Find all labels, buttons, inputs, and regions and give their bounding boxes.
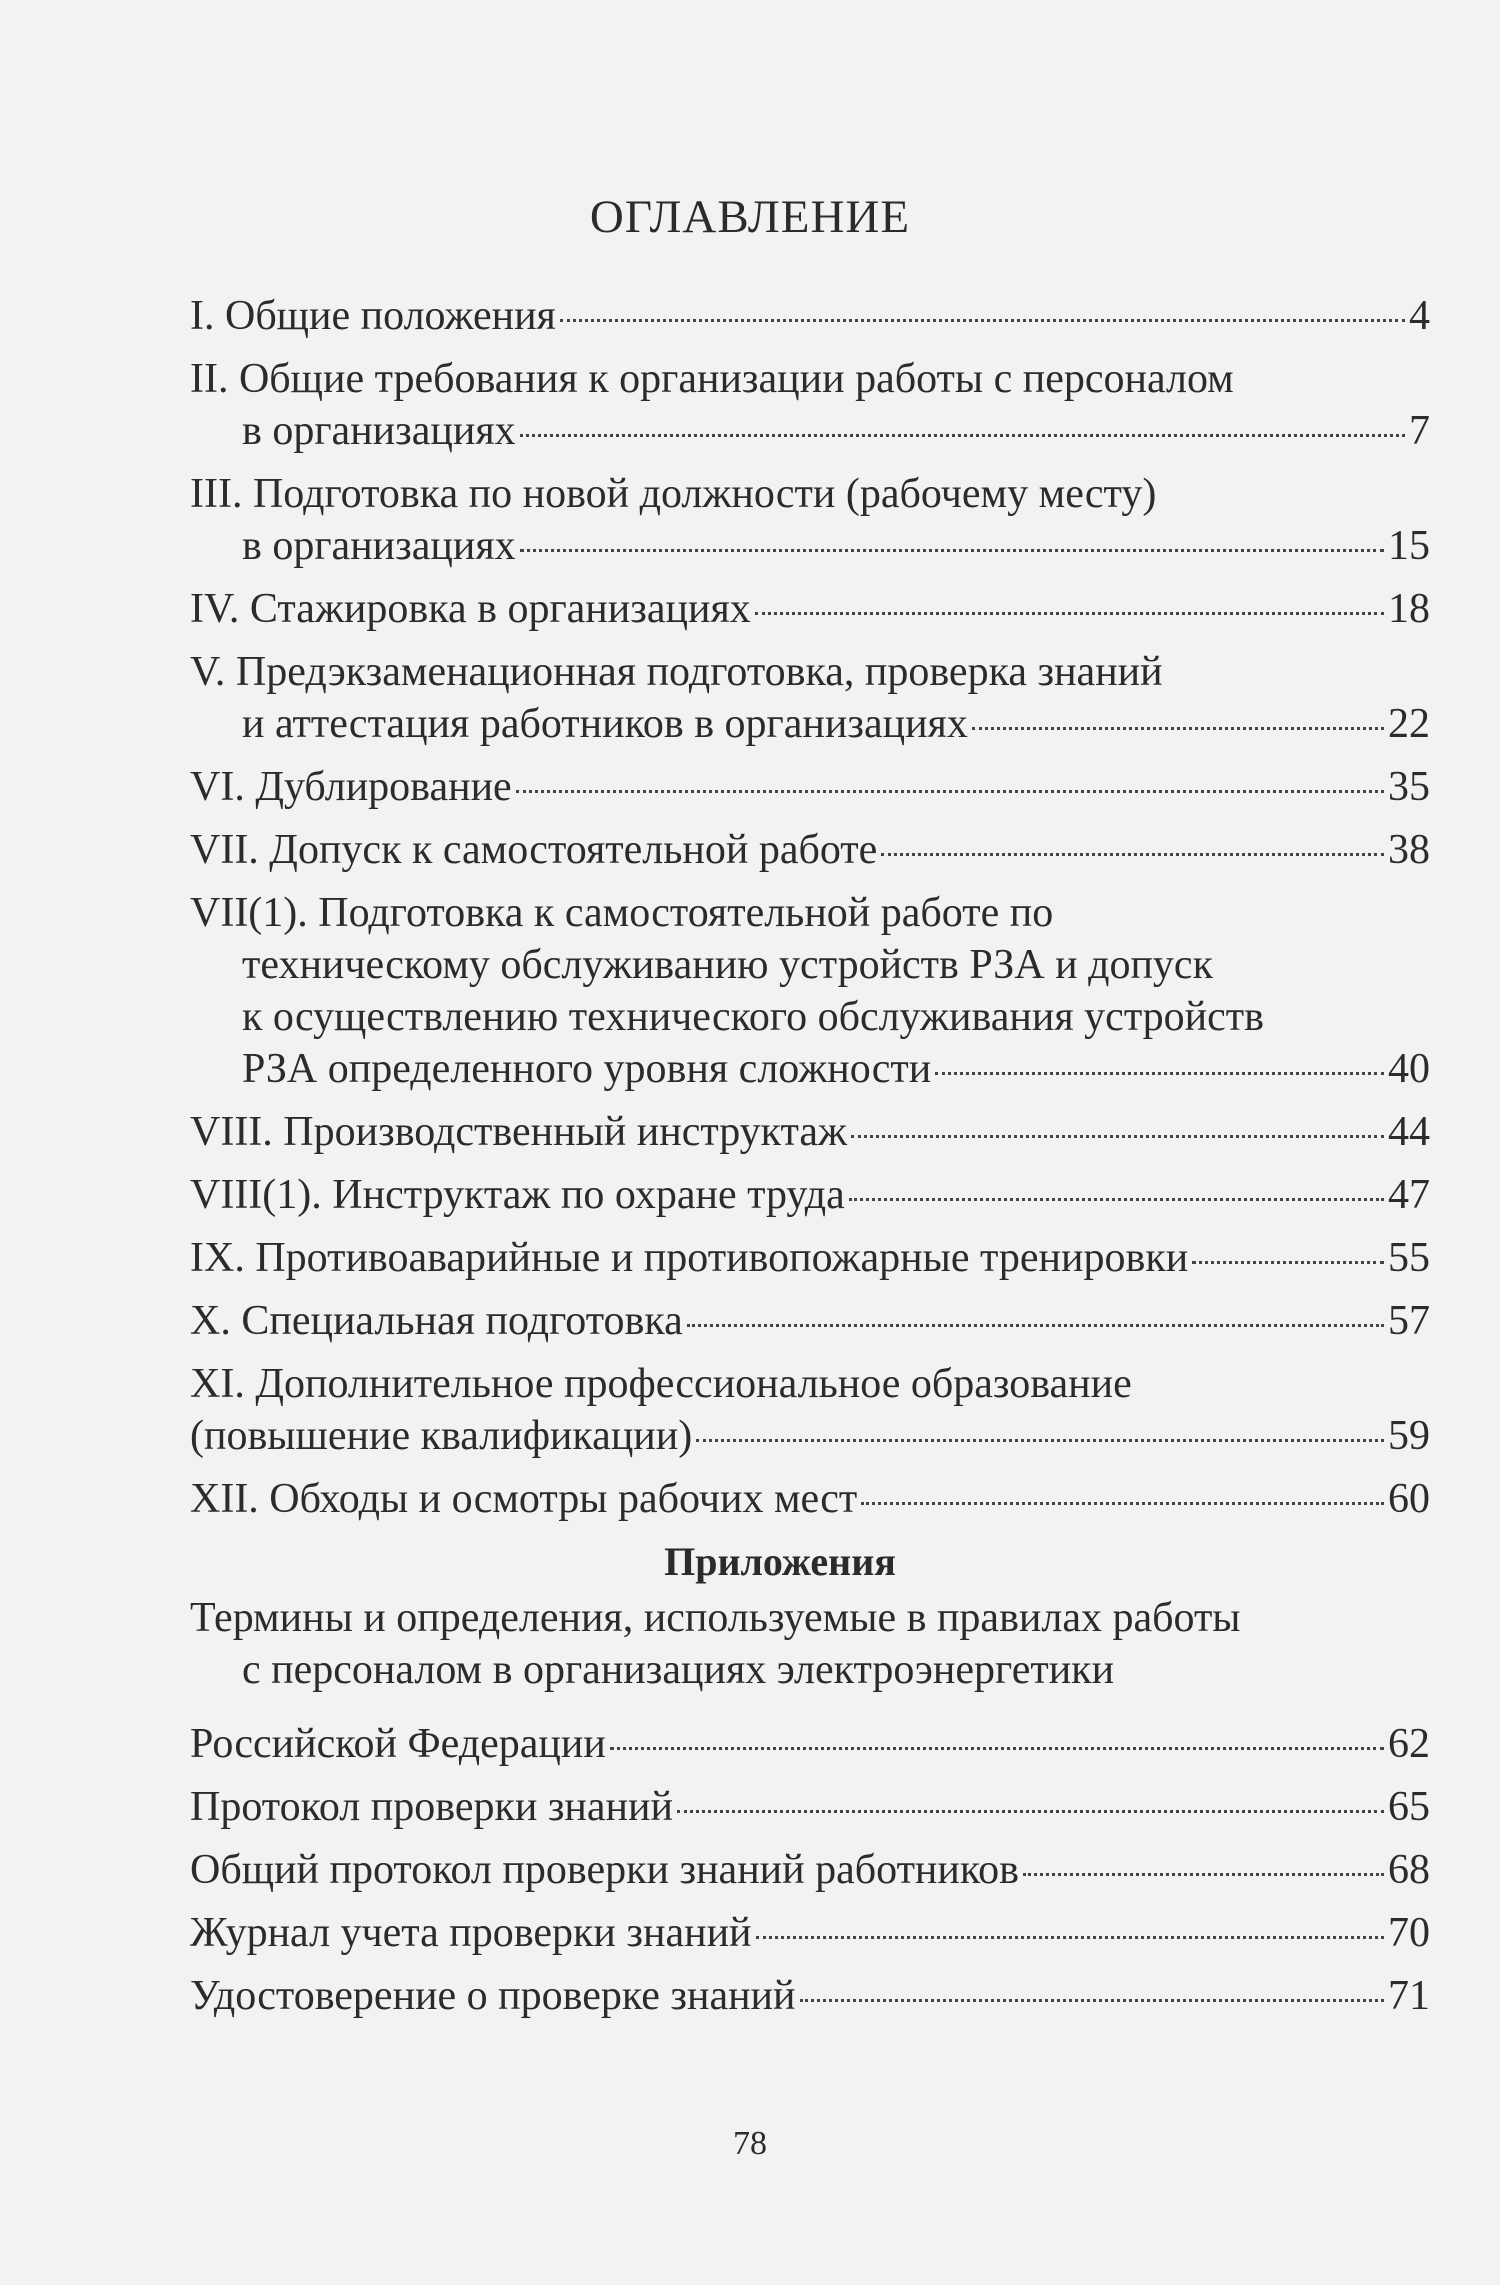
toc-entry-text: V. Предэкзаменационная подготовка, проверка знаний bbox=[190, 649, 1163, 695]
dot-leader bbox=[560, 319, 1405, 322]
toc-entry bbox=[190, 1970, 1430, 2022]
toc-entry bbox=[190, 1358, 1430, 1462]
toc-entry-page: 60 bbox=[1388, 1476, 1430, 1522]
toc-entry-text: в организациях bbox=[242, 523, 516, 569]
toc-entry-page: 38 bbox=[1388, 827, 1430, 873]
toc-entry-text: и аттестация работников в организациях bbox=[242, 701, 968, 747]
toc-entry-text: III. Подготовка по новой должности (рабочему месту) bbox=[190, 471, 1157, 517]
toc-entry-page: 70 bbox=[1388, 1910, 1430, 1956]
toc-entry-row bbox=[190, 583, 1430, 635]
toc-appendix-entries bbox=[190, 1592, 1430, 2022]
table-of-contents bbox=[190, 290, 1430, 2033]
toc-main-entries bbox=[190, 290, 1430, 1525]
toc-entry-text: с персоналом в организациях электроэнергетики bbox=[242, 1647, 1115, 1693]
toc-entry-row bbox=[190, 1410, 1430, 1462]
toc-entry bbox=[190, 646, 1430, 750]
toc-entry bbox=[190, 583, 1430, 635]
toc-entry-row bbox=[190, 1844, 1430, 1896]
toc-entry bbox=[190, 468, 1430, 572]
dot-leader bbox=[1192, 1261, 1384, 1264]
toc-entry bbox=[190, 761, 1430, 813]
toc-entry bbox=[190, 1781, 1430, 1833]
toc-entry-row bbox=[190, 1106, 1430, 1158]
toc-entry bbox=[190, 1473, 1430, 1525]
toc-entry-page: 40 bbox=[1388, 1046, 1430, 1092]
toc-entry-row bbox=[190, 761, 1430, 813]
toc-entry bbox=[190, 824, 1430, 876]
toc-entry-text: XI. Дополнительное профессиональное образование bbox=[190, 1361, 1132, 1407]
toc-entry-page: 65 bbox=[1388, 1784, 1430, 1830]
toc-entry-row bbox=[190, 405, 1430, 457]
toc-entry-page: 15 bbox=[1388, 523, 1430, 569]
toc-entry-text: Термины и определения, используемые в правилах работы bbox=[190, 1595, 1241, 1641]
toc-entry-text: Протокол проверки знаний bbox=[190, 1784, 673, 1830]
toc-entry-text: техническому обслуживанию устройств РЗА и допуск bbox=[242, 942, 1213, 988]
toc-title: ОГЛАВЛЕНИЕ bbox=[589, 191, 911, 243]
toc-entry bbox=[190, 353, 1430, 457]
toc-entry-page: 44 bbox=[1388, 1109, 1430, 1155]
toc-entry-text: Общий протокол проверки знаний работников bbox=[190, 1847, 1019, 1893]
toc-entry-text: XII. Обходы и осмотры рабочих мест bbox=[190, 1476, 858, 1522]
toc-entry-text: VIII. Производственный инструктаж bbox=[190, 1109, 848, 1155]
toc-entry-page: 55 bbox=[1388, 1235, 1430, 1281]
toc-entry-page: 71 bbox=[1388, 1973, 1430, 2019]
dot-leader bbox=[1023, 1873, 1384, 1876]
toc-entry-text: Журнал учета проверки знаний bbox=[190, 1910, 752, 1956]
toc-entry-text: II. Общие требования к организации работы с персоналом bbox=[190, 356, 1234, 402]
toc-entry-page: 35 bbox=[1388, 764, 1430, 810]
toc-entry-text: VI. Дублирование bbox=[190, 764, 512, 810]
toc-entry-row bbox=[190, 1043, 1430, 1095]
dot-leader bbox=[677, 1810, 1384, 1813]
dot-leader bbox=[861, 1502, 1384, 1505]
toc-entry-text: X. Специальная подготовка bbox=[190, 1298, 683, 1344]
dot-leader bbox=[851, 1135, 1384, 1138]
toc-entry-text: (повышение квалификации) bbox=[190, 1413, 693, 1459]
toc-entry-text: Удостоверение о проверке знаний bbox=[190, 1973, 796, 2019]
toc-entry-page: 59 bbox=[1388, 1413, 1430, 1459]
toc-entry-row bbox=[190, 1473, 1430, 1525]
toc-entry bbox=[190, 1232, 1430, 1284]
toc-entry-text: IX. Противоаварийные и противопожарные тренировки bbox=[190, 1235, 1189, 1281]
toc-entry-text: РЗА определенного уровня сложности bbox=[242, 1046, 932, 1092]
toc-entry-row bbox=[190, 698, 1430, 750]
toc-entry-text: I. Общие положения bbox=[190, 293, 556, 339]
toc-entry-page: 18 bbox=[1388, 586, 1430, 632]
toc-entry bbox=[190, 1592, 1430, 1770]
toc-entry-page: 7 bbox=[1409, 408, 1430, 454]
toc-entry-row bbox=[190, 1781, 1430, 1833]
toc-entry bbox=[190, 290, 1430, 342]
toc-entry bbox=[190, 1844, 1430, 1896]
toc-entry-row bbox=[190, 1970, 1430, 2022]
toc-entry-row bbox=[190, 1169, 1430, 1221]
toc-entry bbox=[190, 1295, 1430, 1347]
toc-entry-text: VII(1). Подготовка к самостоятельной работе по bbox=[190, 890, 1054, 936]
toc-entry-page: 68 bbox=[1388, 1847, 1430, 1893]
dot-leader bbox=[935, 1072, 1384, 1075]
toc-entry-page: 22 bbox=[1388, 701, 1430, 747]
dot-leader bbox=[800, 1999, 1384, 2002]
toc-entry bbox=[190, 887, 1430, 1095]
toc-entry-text: Российской Федерации bbox=[190, 1721, 606, 1767]
dot-leader bbox=[756, 1936, 1384, 1939]
toc-entry-page: 4 bbox=[1409, 293, 1430, 339]
toc-entry bbox=[190, 1169, 1430, 1221]
dot-leader bbox=[516, 790, 1384, 793]
toc-entry-row bbox=[190, 824, 1430, 876]
dot-leader bbox=[520, 549, 1384, 552]
toc-entry-row bbox=[190, 290, 1430, 342]
toc-entry-row bbox=[190, 520, 1430, 572]
dot-leader bbox=[520, 434, 1405, 437]
toc-entry-text: к осуществлению технического обслуживания устройств bbox=[242, 994, 1264, 1040]
toc-entry-row bbox=[190, 1295, 1430, 1347]
toc-entry bbox=[190, 1106, 1430, 1158]
toc-entry-row bbox=[190, 1718, 1430, 1770]
toc-entry-text: в организациях bbox=[242, 408, 516, 454]
dot-leader bbox=[755, 612, 1384, 615]
dot-leader bbox=[972, 727, 1384, 730]
toc-entry-text: VIII(1). Инструктаж по охране труда bbox=[190, 1172, 845, 1218]
dot-leader bbox=[610, 1747, 1384, 1750]
toc-entry-text: VII. Допуск к самостоятельной работе bbox=[190, 827, 878, 873]
toc-entry-page: 47 bbox=[1388, 1172, 1430, 1218]
toc-entry-row bbox=[190, 1232, 1430, 1284]
toc-entry-row bbox=[190, 1907, 1430, 1959]
dot-leader bbox=[687, 1324, 1384, 1327]
toc-entry bbox=[190, 1907, 1430, 1959]
toc-entry-text: IV. Стажировка в организациях bbox=[190, 586, 751, 632]
dot-leader bbox=[849, 1198, 1384, 1201]
appendix-heading: Приложения bbox=[664, 1539, 896, 1584]
dot-leader bbox=[881, 853, 1384, 856]
page-number: 78 bbox=[733, 2125, 767, 2162]
dot-leader bbox=[696, 1439, 1384, 1442]
toc-entry-page: 57 bbox=[1388, 1298, 1430, 1344]
toc-entry-page: 62 bbox=[1388, 1721, 1430, 1767]
